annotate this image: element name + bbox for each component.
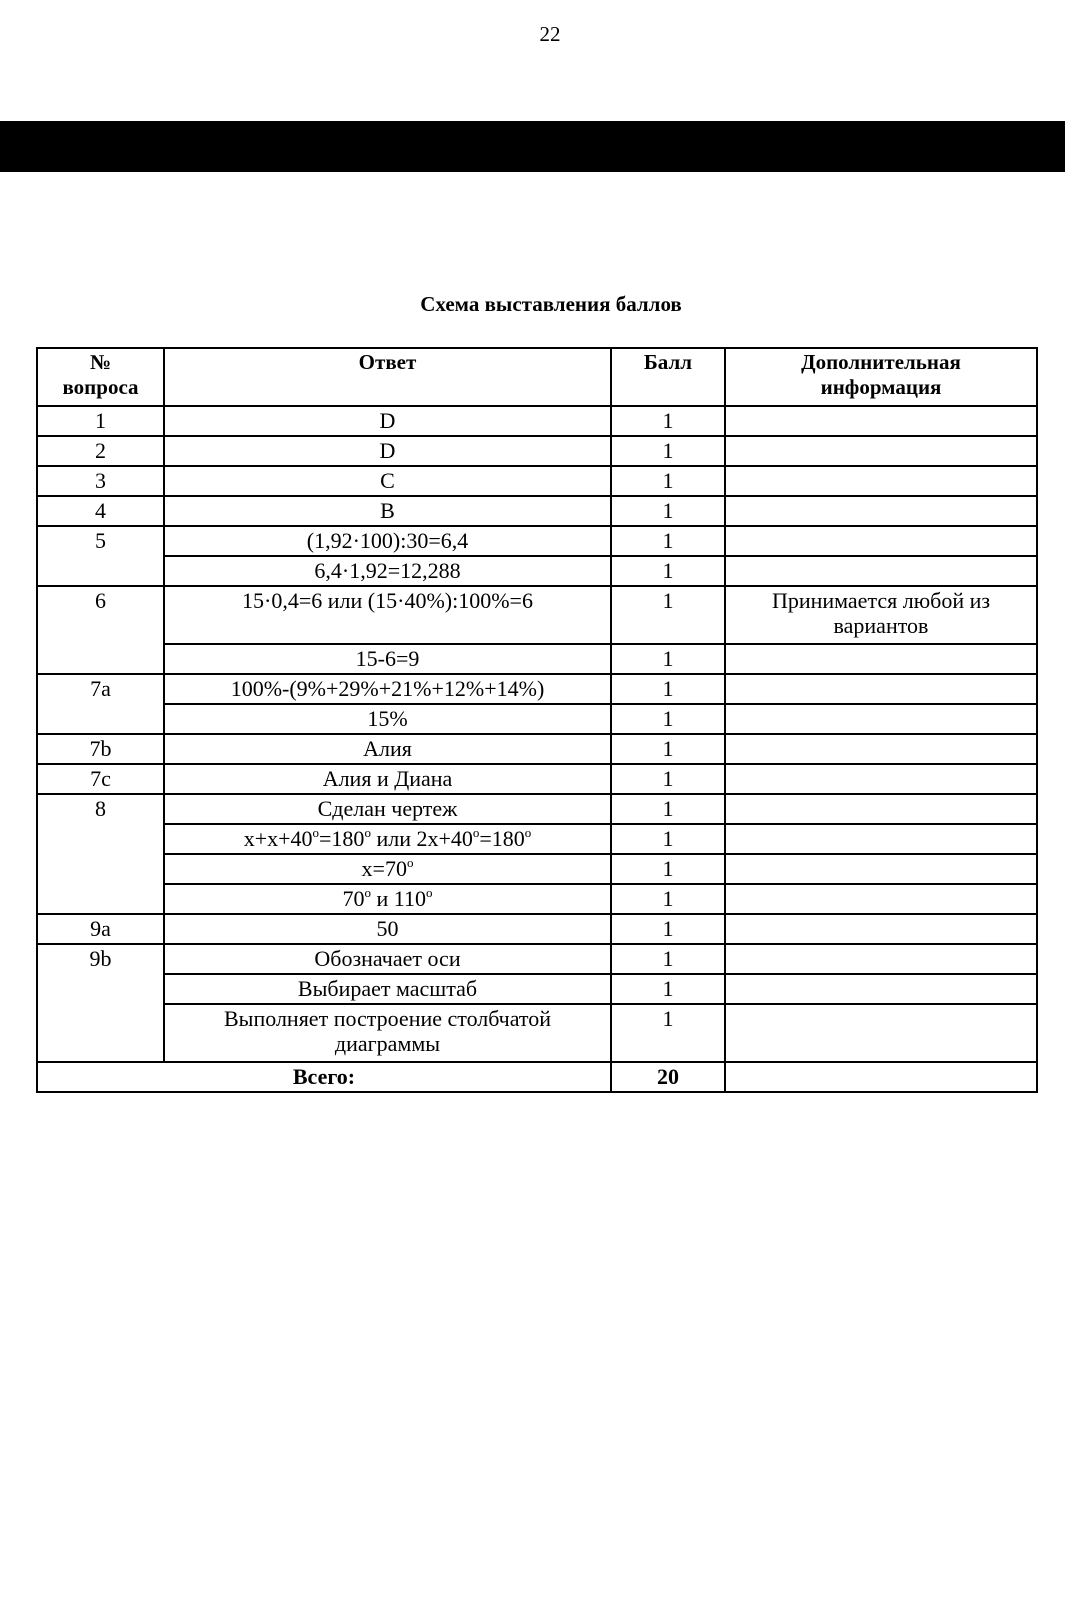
total-row [37,1062,1037,1092]
score-cell: 1 [611,854,725,884]
question-number: 4 [37,496,164,526]
table-row [37,674,1037,704]
page-number: 22 [539,22,561,46]
info-cell [725,704,1037,734]
info-cell [725,944,1037,974]
score-cell: 1 [611,586,725,644]
table-row [37,734,1037,764]
score-cell: 1 [611,466,725,496]
question-number: 6 [37,586,164,674]
answer-cell: 15-6=9 [164,644,611,674]
table-row [37,974,1037,1004]
table-row [37,704,1037,734]
answer-cell: Выбирает масштаб [164,974,611,1004]
question-number: 8 [37,794,164,914]
table-row [37,556,1037,586]
answer-cell: Алия [164,734,611,764]
info-cell [725,764,1037,794]
answer-cell: 100%-(9%+29%+21%+12%+14%) [164,674,611,704]
answer-cell: $x=70^o$ [164,854,611,884]
total-value: 20 [611,1062,725,1092]
score-cell: 1 [611,674,725,704]
answer-cell: Выполняет построение столбчатой диаграммы [164,1004,611,1062]
score-cell: 1 [611,406,725,436]
info-cell [725,734,1037,764]
answer-cell: B [164,496,611,526]
score-cell: 1 [611,526,725,556]
info-cell [725,436,1037,466]
info-cell [725,1062,1037,1092]
score-cell: 1 [611,974,725,1004]
table-row [37,466,1037,496]
score-cell: 1 [611,764,725,794]
table-row [37,1004,1037,1062]
info-cell [725,914,1037,944]
question-number: 1 [37,406,164,436]
answer-cell: $x+x+40^o=180^o$ или $2x+40^o=180^o$ [164,824,611,854]
table-row [37,854,1037,884]
info-cell [725,406,1037,436]
question-number: 7a [37,674,164,734]
table-row [37,436,1037,466]
table-row [37,914,1037,944]
score-cell: 1 [611,734,725,764]
table-row [37,496,1037,526]
info-cell [725,884,1037,914]
score-cell: 1 [611,704,725,734]
scoring-table [36,347,1038,1093]
question-number: 9a [37,914,164,944]
info-cell [725,1004,1037,1062]
table-row [37,526,1037,556]
answer-cell: Сделан чертеж [164,794,611,824]
answer-cell: 15% [164,704,611,734]
header-question-number: № вопроса [37,348,164,406]
table-row [37,824,1037,854]
header-info: Дополнительная информация [725,348,1037,406]
score-cell: 1 [611,644,725,674]
score-cell: 1 [611,436,725,466]
header-score: Балл [611,348,725,406]
question-number: 5 [37,526,164,586]
info-cell [725,556,1037,586]
score-cell: 1 [611,914,725,944]
question-number: 3 [37,466,164,496]
table-row [37,406,1037,436]
answer-cell: 15·0,4=6 или (15·40%):100%=6 [164,586,611,644]
answer-cell: 70$^o$ и 110$^o$ [164,884,611,914]
info-cell [725,526,1037,556]
total-label: Всего: [37,1062,611,1092]
info-cell [725,674,1037,704]
answer-cell: D [164,436,611,466]
score-cell: 1 [611,496,725,526]
info-cell [725,974,1037,1004]
header-answer: Ответ [164,348,611,406]
question-number: 2 [37,436,164,466]
answer-cell: Обозначает оси [164,944,611,974]
answer-cell: 6,4·1,92=12,288 [164,556,611,586]
answer-cell: (1,92·100):30=6,4 [164,526,611,556]
question-number: 7b [37,734,164,764]
table-row [37,944,1037,974]
info-cell [725,854,1037,884]
table-row [37,644,1037,674]
table-row [37,586,1037,644]
table-row [37,884,1037,914]
table-title: Схема выставления баллов [420,292,682,316]
score-cell: 1 [611,794,725,824]
answer-cell: Алия и Диана [164,764,611,794]
answer-cell: 50 [164,914,611,944]
score-cell: 1 [611,824,725,854]
score-cell: 1 [611,884,725,914]
info-cell: Принимается любой из вариантов [725,586,1037,644]
info-cell [725,644,1037,674]
info-cell [725,794,1037,824]
question-number: 9b [37,944,164,1062]
score-cell: 1 [611,1004,725,1062]
info-cell [725,824,1037,854]
score-cell: 1 [611,556,725,586]
answer-cell: D [164,406,611,436]
info-cell [725,466,1037,496]
score-cell: 1 [611,944,725,974]
answer-cell: C [164,466,611,496]
table-row [37,794,1037,824]
info-cell [725,496,1037,526]
table-row [37,764,1037,794]
header-row [37,348,1037,406]
redaction-bar [0,121,1065,172]
question-number: 7c [37,764,164,794]
